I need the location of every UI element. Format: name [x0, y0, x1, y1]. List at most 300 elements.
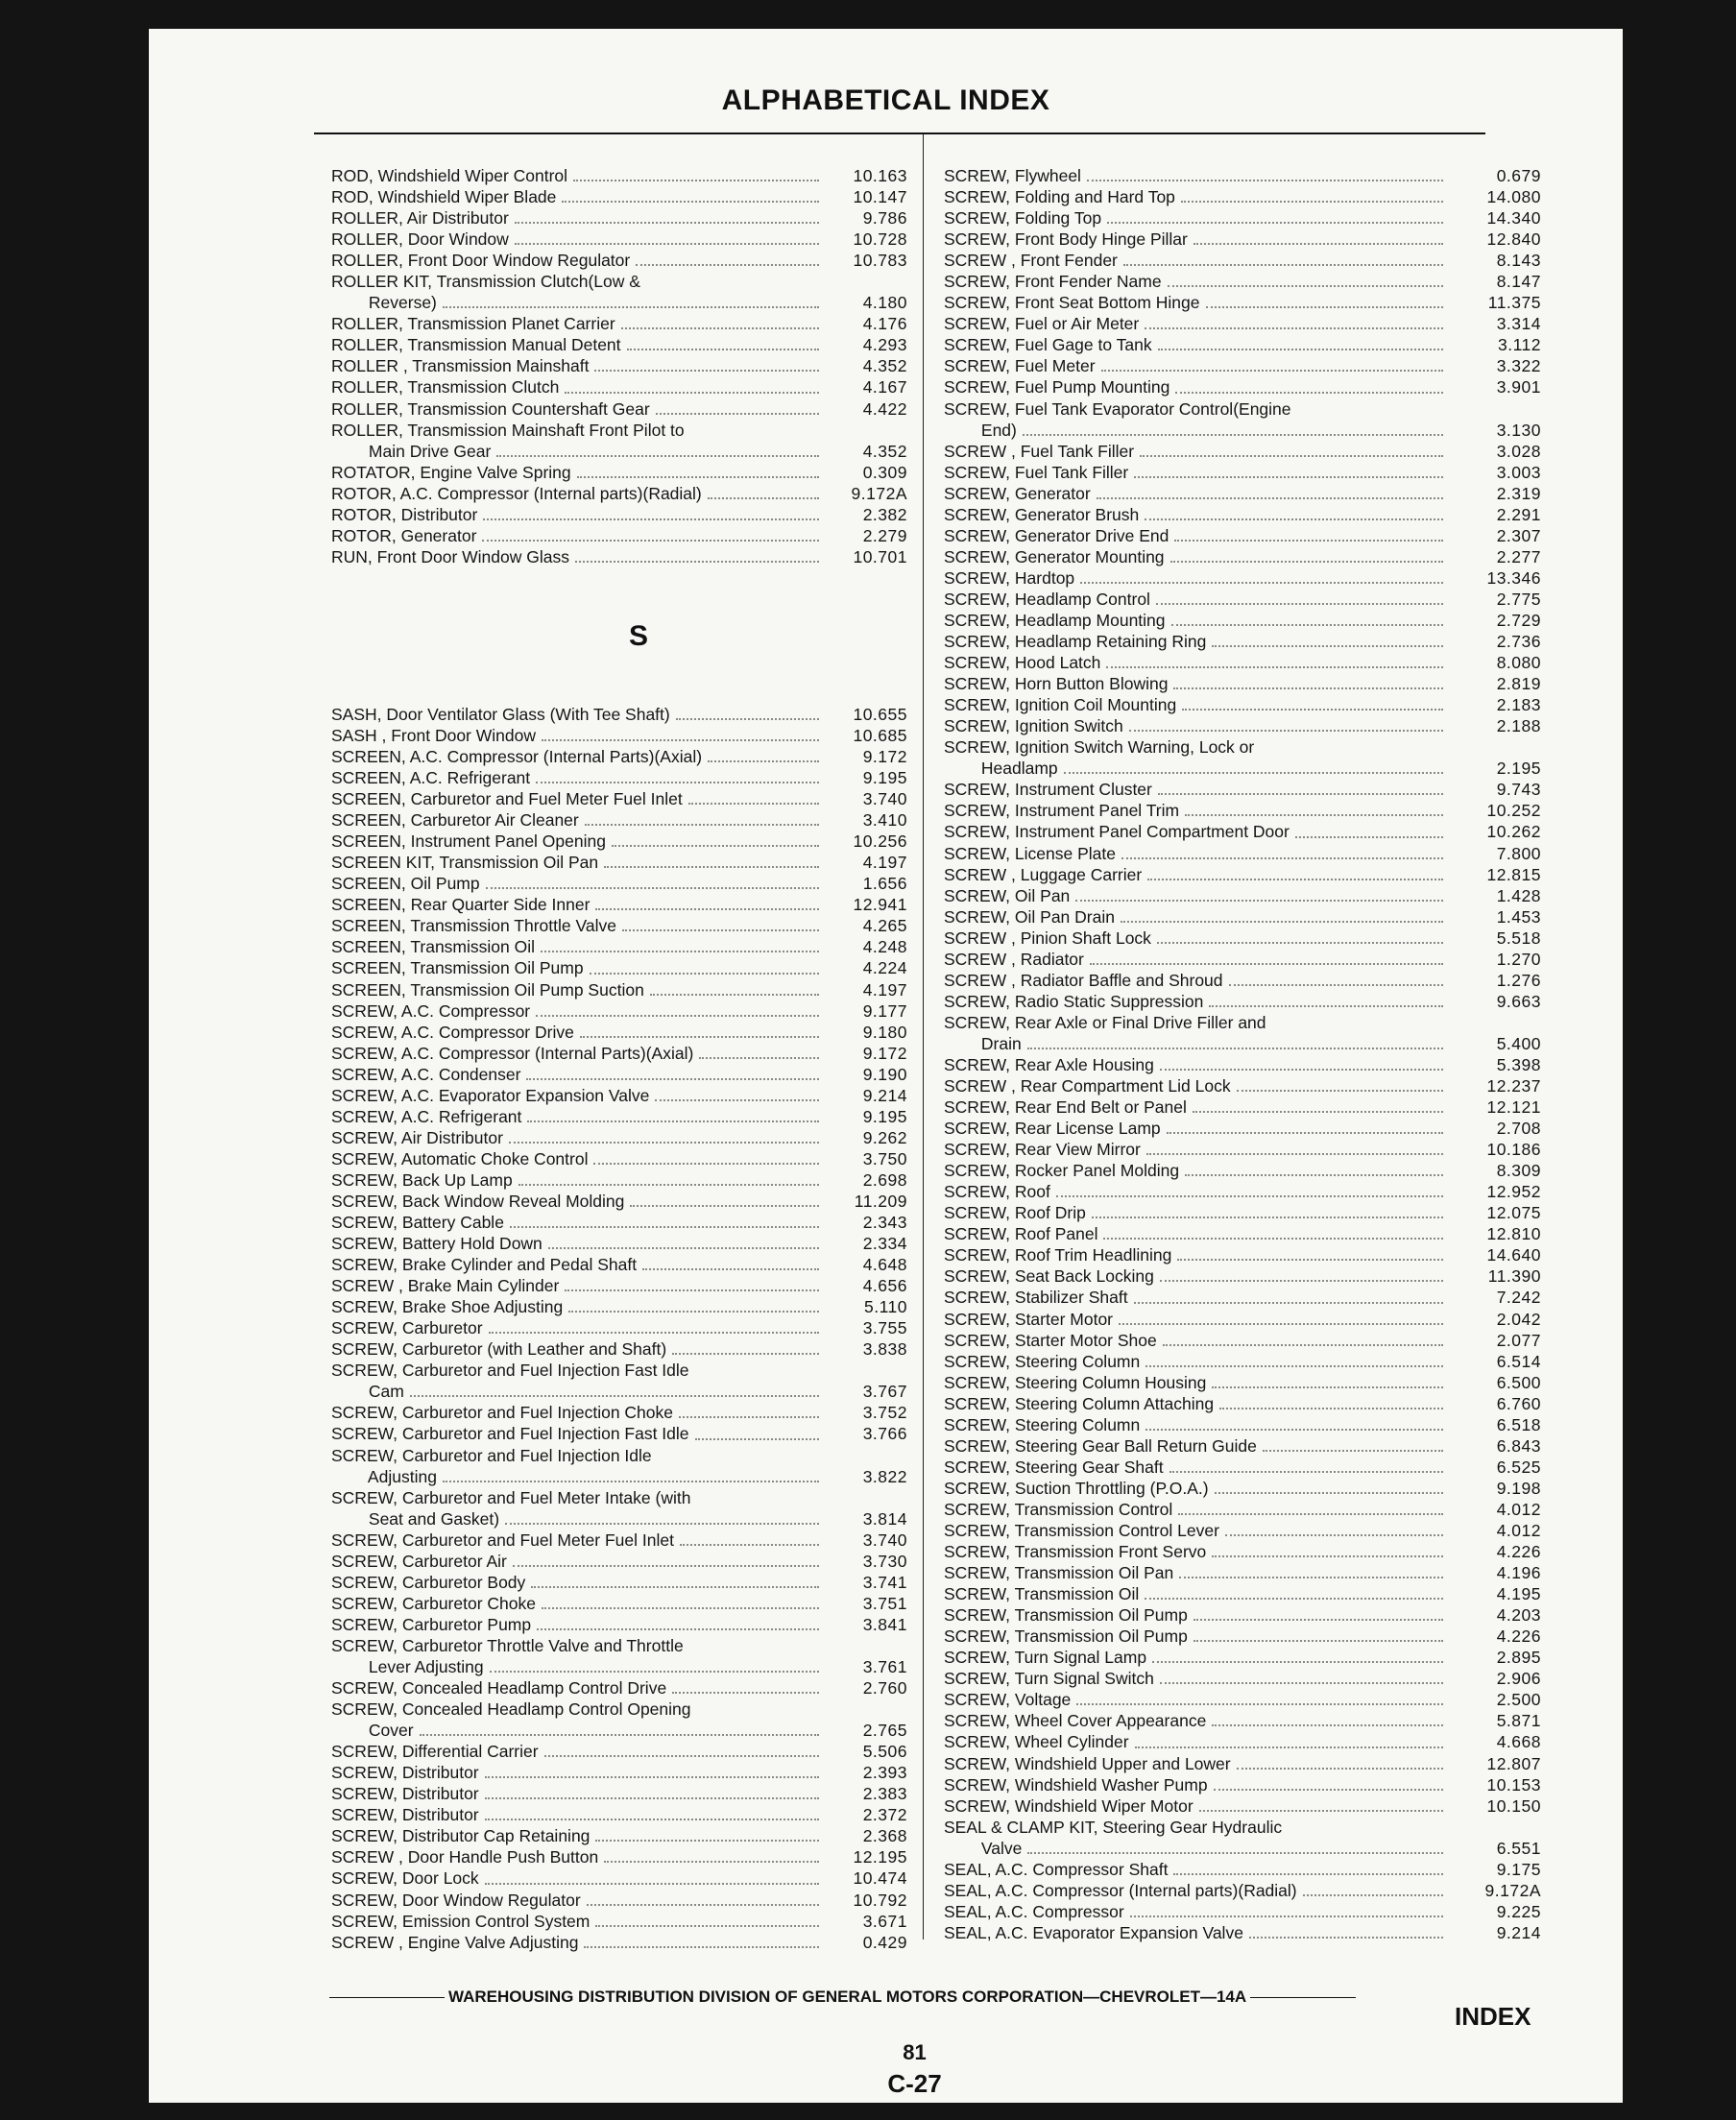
leader-dots: [680, 1543, 819, 1546]
leader-dots: [1185, 1173, 1443, 1176]
entry-page-ref: 4.352: [862, 356, 907, 376]
index-entry: [944, 928, 1541, 949]
index-entry: [331, 398, 907, 420]
entry-page-ref: 12.941: [853, 895, 907, 915]
entry-name: SCREW, Back Window Reveal Molding: [331, 1191, 625, 1211]
entry-name: ROTOR, Generator: [331, 525, 477, 545]
leader-dots: [1206, 305, 1444, 308]
entry-name: ROTATOR, Engine Valve Spring: [331, 462, 571, 482]
index-entry: [944, 1330, 1541, 1351]
entry-page-ref: 2.698: [862, 1169, 907, 1190]
right-column: [944, 165, 1541, 1943]
entry-name: SCREW, Transmission Front Servo: [944, 1542, 1207, 1562]
leader-dots: [1056, 1194, 1443, 1197]
entry-page-ref: 4.203: [1496, 1605, 1541, 1626]
leader-dots: [1145, 1364, 1443, 1367]
entry-page-ref: 3.112: [1498, 335, 1541, 355]
leader-dots: [537, 1627, 819, 1630]
leader-dots: [1209, 1004, 1443, 1007]
index-entry: [944, 906, 1541, 928]
entry-page-ref: 5.871: [1496, 1711, 1541, 1731]
entry-name: SCREEN, Transmission Oil Pump Suction: [331, 979, 644, 1000]
entry-name: SCREW , Door Handle Push Button: [331, 1847, 599, 1867]
index-entry: [331, 1148, 907, 1169]
entry-page-ref: 4.648: [862, 1255, 907, 1275]
entry-name: SCREW, Carburetor and Fuel Injection Idle: [331, 1445, 652, 1465]
entry-name: ROLLER, Front Door Window Regulator: [331, 251, 631, 271]
leader-dots: [1156, 602, 1443, 605]
entry-page-ref: 6.843: [1496, 1435, 1541, 1456]
entry-name: SCREW, Rear View Mirror: [944, 1140, 1141, 1160]
leader-dots: [485, 1775, 819, 1778]
entry-name: SEAL, A.C. Compressor (Internal parts)(Radial): [944, 1880, 1297, 1900]
entry-name: SCREW, Generator Drive End: [944, 525, 1169, 545]
leader-dots: [1199, 1809, 1443, 1812]
entry-page-ref: 1.270: [1496, 949, 1541, 969]
index-entry: [331, 271, 907, 292]
entry-page-ref: 4.422: [862, 398, 907, 419]
entry-name: SCREW, Rear Axle Housing: [944, 1054, 1154, 1074]
index-entry: [944, 1478, 1541, 1499]
entry-page-ref: 8.309: [1496, 1161, 1541, 1181]
leader-dots: [1076, 1702, 1443, 1705]
index-entry: [331, 1890, 907, 1911]
index-entry: [944, 462, 1541, 483]
entry-page-ref: 3.767: [862, 1382, 907, 1402]
leader-dots: [562, 200, 819, 203]
entry-name: SCREW, Automatic Choke Control: [331, 1148, 589, 1168]
leader-dots: [655, 1098, 819, 1101]
index-entry: [944, 758, 1541, 779]
leader-dots: [627, 348, 819, 350]
leader-dots: [1194, 242, 1443, 245]
index-entry: [331, 1614, 907, 1635]
entry-name: SCREW, Distributor: [331, 1784, 479, 1804]
entry-page-ref: 10.701: [853, 546, 907, 566]
index-entry: [331, 1487, 907, 1508]
leader-dots: [482, 539, 819, 542]
index-entry: [944, 420, 1541, 441]
leader-dots: [1174, 539, 1443, 542]
index-page: [149, 29, 1623, 2103]
leader-dots: [1146, 1152, 1443, 1155]
entry-name: SCREW, Oil Pan: [944, 885, 1071, 905]
index-entry: [944, 1457, 1541, 1478]
entry-page-ref: 9.180: [862, 1022, 907, 1042]
index-entry: [944, 736, 1541, 758]
entry-name: SCREW, Carburetor and Fuel Injection Choke: [331, 1403, 673, 1423]
index-entry: [944, 1160, 1541, 1181]
leader-dots: [1214, 1788, 1443, 1791]
entry-page-ref: 2.343: [862, 1213, 907, 1233]
leader-dots: [526, 1077, 819, 1080]
entry-name: SCREEN, Instrument Panel Opening: [331, 831, 606, 852]
leader-dots: [573, 179, 819, 181]
entry-page-ref: 11.390: [1487, 1266, 1541, 1287]
index-entry: [944, 567, 1541, 589]
entry-page-ref: 10.262: [1486, 822, 1541, 842]
entry-page-ref: 6.500: [1496, 1372, 1541, 1392]
entry-page-ref: 2.195: [1496, 759, 1541, 779]
leader-dots: [1175, 391, 1443, 394]
index-entry: [331, 1698, 907, 1720]
leader-dots: [1177, 1258, 1443, 1261]
index-entry: [331, 313, 907, 334]
entry-name: SCREW, Steering Column: [944, 1414, 1141, 1434]
entry-name: SCREW, Headlamp Control: [944, 589, 1150, 609]
entry-name: SCREW, Transmission Oil Pump: [944, 1605, 1188, 1626]
index-entry: [944, 271, 1541, 292]
entry-page-ref: 2.383: [862, 1784, 907, 1804]
entry-name: SCREW, Fuel Tank Evaporator Control(Engine: [944, 398, 1291, 419]
leader-dots: [630, 1204, 819, 1207]
index-entry: [944, 715, 1541, 736]
entry-name: SCREEN, Carburetor Air Cleaner: [331, 810, 579, 831]
index-entry: [331, 334, 907, 355]
entry-page-ref: 0.679: [1496, 166, 1541, 185]
index-entry: [944, 885, 1541, 906]
leader-dots: [542, 1606, 819, 1609]
entry-name: SCREW, Seat Back Locking: [944, 1266, 1154, 1287]
index-entry: [944, 821, 1541, 842]
index-entry: [331, 1296, 907, 1317]
entry-name: SCREW, Battery Hold Down: [331, 1234, 542, 1254]
entry-name: SCREW, Door Window Regulator: [331, 1890, 581, 1910]
entry-page-ref: 12.840: [1486, 229, 1541, 250]
entry-page-ref: 9.262: [862, 1127, 907, 1147]
entry-name: SCREW, Rear Axle or Final Drive Filler and: [944, 1012, 1266, 1032]
index-entry: [944, 1287, 1541, 1308]
leader-dots: [1303, 1893, 1443, 1896]
entry-page-ref: 2.291: [1496, 504, 1541, 524]
leader-dots: [1101, 369, 1443, 372]
entry-name: ROLLER, Transmission Countershaft Gear: [331, 398, 650, 419]
index-entry: [331, 1402, 907, 1423]
leader-dots: [568, 1310, 819, 1313]
entry-name: ROTOR, A.C. Compressor (Internal parts)(Radial): [331, 483, 702, 503]
leader-dots: [672, 1352, 819, 1355]
index-entry: [944, 1265, 1541, 1287]
entry-name: SCREW, A.C. Compressor: [331, 1000, 531, 1021]
index-entry: [944, 1499, 1541, 1520]
entry-page-ref: 5.400: [1496, 1033, 1541, 1053]
entry-name: SCREW, Turn Signal Lamp: [944, 1648, 1147, 1668]
entry-name: SCREW, Rocker Panel Molding: [944, 1161, 1180, 1181]
entry-name: SCREW, Steering Column: [944, 1351, 1141, 1371]
index-entry: [331, 936, 907, 957]
leader-dots: [1219, 1407, 1443, 1409]
index-entry: [944, 1541, 1541, 1562]
entry-page-ref: 11.209: [854, 1191, 907, 1211]
entry-page-ref: 7.242: [1496, 1288, 1541, 1308]
leader-dots: [1225, 1533, 1443, 1536]
leader-dots: [515, 221, 819, 224]
leader-dots: [483, 518, 819, 520]
leader-dots: [1263, 1449, 1443, 1452]
entry-name: SCREW, Carburetor and Fuel Injection Fast Idle: [331, 1361, 689, 1381]
index-entry: [944, 250, 1541, 271]
leader-dots: [1129, 729, 1443, 732]
entry-page-ref: 9.663: [1496, 991, 1541, 1011]
leader-dots: [1121, 856, 1443, 859]
leader-dots: [708, 759, 819, 762]
title-rule: [314, 132, 1485, 134]
entry-name: SCREW, Fuel Pump Mounting: [944, 377, 1170, 398]
leader-dots: [1119, 1322, 1443, 1325]
leader-dots: [1107, 221, 1443, 224]
entry-name: SCREW, Fuel Meter: [944, 356, 1096, 376]
entry-name: SCREW , Front Fender: [944, 251, 1118, 271]
entry-name: SCREW, Back Up Lamp: [331, 1169, 513, 1190]
entry-page-ref: 10.163: [853, 166, 907, 185]
index-entry: [944, 1033, 1541, 1054]
leader-dots: [587, 1903, 819, 1906]
index-entry: [331, 1275, 907, 1296]
index-entry: [944, 1414, 1541, 1435]
index-entry: [331, 915, 907, 936]
entry-page-ref: 0.309: [862, 462, 907, 482]
leader-dots: [1212, 1554, 1443, 1557]
index-entry: [944, 313, 1541, 334]
leader-dots: [604, 865, 819, 868]
entry-page-ref: 6.514: [1496, 1351, 1541, 1371]
entry-name: SCREW , Pinion Shaft Lock: [944, 928, 1151, 948]
entry-name: SCREW, Windshield Washer Pump: [944, 1774, 1208, 1795]
leader-dots: [1237, 1767, 1443, 1770]
entry-name: Main Drive Gear: [331, 441, 492, 461]
entry-name: SCREW, Windshield Wiper Motor: [944, 1795, 1194, 1816]
entry-page-ref: 3.410: [862, 810, 907, 831]
index-entry: [944, 165, 1541, 186]
index-entry: [331, 1572, 907, 1593]
leader-dots: [1121, 920, 1443, 923]
entry-page-ref: 2.279: [862, 525, 907, 545]
index-entry: [944, 1668, 1541, 1689]
leader-dots: [577, 475, 819, 478]
entry-name: SCREW, Front Body Hinge Pillar: [944, 229, 1188, 250]
leader-dots: [1215, 1491, 1443, 1494]
entry-name: SCREW, Carburetor and Fuel Meter Fuel Inlet: [331, 1530, 674, 1550]
leader-dots: [486, 886, 819, 889]
entry-page-ref: 2.368: [862, 1826, 907, 1846]
entry-page-ref: 4.668: [1496, 1732, 1541, 1752]
leader-dots: [1134, 1301, 1443, 1304]
entry-page-ref: 4.012: [1496, 1499, 1541, 1519]
entry-name: SCREW, Radio Static Suppression: [944, 991, 1204, 1011]
entry-page-ref: 10.256: [853, 831, 907, 852]
page-code: C-27: [887, 2069, 942, 2098]
entry-name: SCREW, Carburetor and Fuel Meter Intake (with: [331, 1487, 691, 1507]
entry-name: Headlamp: [944, 759, 1058, 779]
leader-dots: [622, 928, 819, 931]
leader-dots: [1181, 200, 1443, 203]
entry-name: SCREW, Carburetor Air: [331, 1551, 507, 1571]
leader-dots: [594, 369, 819, 372]
index-entry: [331, 250, 907, 271]
index-entry: [331, 229, 907, 250]
entry-page-ref: 4.352: [862, 441, 907, 461]
entry-name: SCREW, Concealed Headlamp Control Opening: [331, 1699, 691, 1720]
entry-page-ref: 9.743: [1496, 780, 1541, 800]
leader-dots: [518, 1183, 819, 1186]
leader-dots: [642, 1267, 819, 1270]
index-entry: [944, 1689, 1541, 1710]
entry-page-ref: 3.740: [862, 789, 907, 809]
entry-page-ref: 10.186: [1486, 1140, 1541, 1160]
index-entry: [944, 376, 1541, 398]
index-entry: [331, 1656, 907, 1677]
leader-dots: [1182, 708, 1443, 711]
entry-page-ref: 9.786: [862, 208, 907, 229]
index-entry: [331, 1741, 907, 1762]
leader-dots: [1173, 687, 1443, 689]
entry-page-ref: 14.340: [1486, 208, 1541, 229]
entry-name: SCREW, A.C. Condenser: [331, 1064, 521, 1084]
leader-dots: [1168, 284, 1443, 287]
entry-page-ref: 4.265: [862, 916, 907, 936]
index-entry: [944, 1626, 1541, 1647]
leader-dots: [1023, 433, 1443, 436]
entry-page-ref: 9.172: [862, 1043, 907, 1063]
index-entry: [944, 292, 1541, 313]
entry-page-ref: 6.760: [1496, 1393, 1541, 1413]
entry-name: SCREW, Wheel Cover Appearance: [944, 1711, 1207, 1731]
index-entry: [944, 1795, 1541, 1817]
entry-page-ref: 1.656: [862, 874, 907, 894]
entry-page-ref: 4.196: [1496, 1563, 1541, 1583]
index-entry: [944, 673, 1541, 694]
leader-dots: [443, 1480, 819, 1482]
entry-page-ref: 10.150: [1486, 1795, 1541, 1816]
leader-dots: [1064, 771, 1443, 774]
entry-name: SCREW, A.C. Compressor (Internal Parts)(Axial): [331, 1043, 694, 1063]
entry-page-ref: 9.195: [862, 768, 907, 788]
entry-name: SCREEN, Carburetor and Fuel Meter Fuel Inlet: [331, 789, 683, 809]
index-entry: [331, 725, 907, 746]
leader-dots: [1080, 581, 1443, 584]
page-title: ALPHABETICAL INDEX: [721, 84, 1050, 116]
leader-dots: [505, 1522, 819, 1525]
entry-name: SCREW, Carburetor Choke: [331, 1593, 536, 1613]
entry-page-ref: 2.277: [1496, 546, 1541, 566]
leader-dots: [536, 1014, 819, 1017]
entry-page-ref: 5.398: [1496, 1054, 1541, 1074]
entry-name: ROTOR, Distributor: [331, 504, 478, 524]
entry-name: ROLLER KIT, Transmission Clutch(Low &: [331, 272, 640, 292]
index-entry: [944, 631, 1541, 652]
index-entry: [944, 525, 1541, 546]
index-entry: [331, 1530, 907, 1551]
entry-name: SCREW, Generator: [944, 483, 1091, 503]
entry-page-ref: 1.428: [1496, 885, 1541, 905]
index-entry: [944, 949, 1541, 970]
index-entry: [331, 1338, 907, 1360]
entry-name: SCREW, Transmission Control: [944, 1499, 1173, 1519]
index-entry: [331, 894, 907, 915]
leader-dots: [1212, 1385, 1443, 1388]
leader-dots: [515, 242, 819, 245]
entry-name: SCREEN, Transmission Oil Pump: [331, 958, 584, 978]
entry-page-ref: 12.075: [1486, 1203, 1541, 1223]
leader-dots: [575, 560, 819, 563]
index-entry: [331, 809, 907, 831]
entry-name: ROLLER, Door Window: [331, 229, 509, 250]
entry-page-ref: 3.755: [862, 1318, 907, 1338]
leader-dots: [593, 1162, 819, 1165]
index-entry: [331, 546, 907, 567]
entry-name: ROLLER, Transmission Clutch: [331, 377, 560, 398]
entry-page-ref: 6.525: [1496, 1457, 1541, 1477]
index-entry: [944, 1922, 1541, 1943]
leader-dots: [1167, 1131, 1443, 1134]
leader-dots: [688, 802, 819, 805]
leader-dots: [1147, 878, 1443, 880]
index-entry: [944, 334, 1541, 355]
leader-dots: [1130, 1915, 1443, 1917]
entry-page-ref: 2.765: [862, 1721, 907, 1741]
entry-name: SCREW, Carburetor (with Leather and Shaft): [331, 1339, 667, 1360]
entry-name: SCREW, Brake Shoe Adjusting: [331, 1297, 564, 1317]
leader-dots: [1027, 1851, 1443, 1854]
entry-page-ref: 3.671: [862, 1911, 907, 1931]
entry-name: SCREW, Emission Control System: [331, 1911, 591, 1931]
index-entry: [331, 1360, 907, 1381]
entry-page-ref: 8.080: [1496, 653, 1541, 673]
index-entry: [331, 441, 907, 462]
entry-name: SCREW, Starter Motor: [944, 1309, 1114, 1329]
entry-page-ref: 2.760: [862, 1678, 907, 1698]
entry-page-ref: 14.080: [1486, 187, 1541, 207]
index-entry: [944, 1139, 1541, 1160]
entry-name: ROLLER, Transmission Planet Carrier: [331, 314, 615, 334]
entry-page-ref: 9.214: [1496, 1922, 1541, 1942]
entry-name: SCREW, Carburetor Pump: [331, 1614, 532, 1634]
entry-name: SCREW, Turn Signal Switch: [944, 1669, 1154, 1689]
index-entry: [331, 355, 907, 376]
entry-name: SCREW, Carburetor Body: [331, 1572, 526, 1592]
index-entry: [944, 186, 1541, 207]
entry-name: SCREEN KIT, Transmission Oil Pan: [331, 853, 599, 873]
leader-dots: [513, 1564, 819, 1567]
entry-name: SCREW, Roof Trim Headlining: [944, 1245, 1172, 1265]
entry-page-ref: 2.319: [1496, 483, 1541, 503]
entry-page-ref: 2.382: [862, 504, 907, 524]
entry-page-ref: 11.375: [1487, 293, 1541, 313]
entry-name: SCREW, Distributor Cap Retaining: [331, 1826, 591, 1846]
index-entry: [944, 1309, 1541, 1330]
index-entry: [944, 1118, 1541, 1139]
index-list-r: [331, 165, 907, 567]
index-entry: [331, 483, 907, 504]
index-entry: [331, 1000, 907, 1022]
leader-dots: [1135, 1746, 1443, 1748]
entry-name: RUN, Front Door Window Glass: [331, 546, 569, 566]
index-entry: [944, 1012, 1541, 1033]
column-divider: [923, 134, 924, 1939]
index-entry: [331, 420, 907, 441]
entry-page-ref: 0.429: [862, 1932, 907, 1952]
entry-name: SCREW, Transmission Oil Pan: [944, 1563, 1174, 1583]
index-entry: [944, 1753, 1541, 1774]
entry-name: SCREW, Flywheel: [944, 166, 1081, 185]
index-entry: [331, 957, 907, 978]
leader-dots: [1092, 1216, 1443, 1218]
entry-page-ref: 2.736: [1496, 632, 1541, 652]
entry-page-ref: 3.314: [1496, 314, 1541, 334]
entry-name: SCREW, Ignition Switch Warning, Lock or: [944, 737, 1255, 758]
entry-name: SCREW, Transmission Control Lever: [944, 1521, 1219, 1540]
index-entry: [331, 1233, 907, 1254]
